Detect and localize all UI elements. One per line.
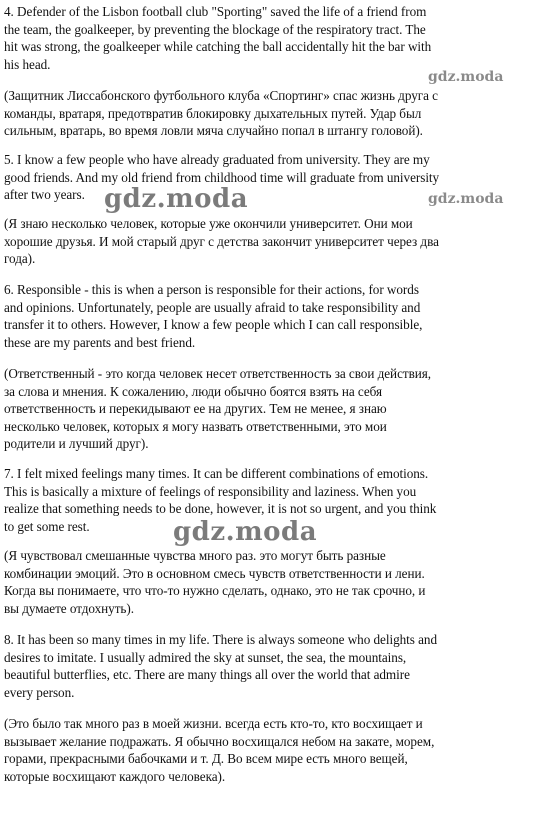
text-line: ответственность и перекидывают ее на других. Тем не менее, я знаю [4, 401, 387, 417]
paragraph-8-russian [4, 715, 532, 785]
text-line: за слова и мнения. К сожалению, люди обычно боятся взять на себя [4, 383, 382, 399]
text-line: (Защитник Лиссабонского футбольного клуба «Спортинг» спас жизнь друга с [4, 88, 438, 103]
text-line: Когда вы понимаете, что что-то нужно сделать, однако, это не так срочно, и [4, 583, 426, 599]
text-line: хорошие друзья. И мой старый друг с детства закончит университет через два [4, 233, 439, 249]
text-line: good friends. And my old friend from childhood time will graduate from university [4, 169, 440, 185]
text-line: his head. [4, 56, 51, 72]
text-line: которые восхищают каждого человека). [4, 768, 226, 784]
text-line: these are my parents and best friend. [4, 334, 196, 350]
text-line: This is basically a mixture of feelings of responsibility and laziness. When you [4, 483, 417, 499]
text-line: realize that something needs to be done, however, it is not so urgent, and you think [4, 501, 437, 517]
watermark: gdz.moda [104, 184, 249, 214]
text-line: (Я чувствовал смешанные чувства много раз. это могут быть разные [4, 548, 386, 563]
paragraph-5-russian [4, 215, 532, 268]
paragraph-4-russian [4, 87, 532, 140]
watermark: gdz.moda [428, 69, 504, 85]
text-line: desires to imitate. I usually admired the sky at sunset, the sea, the mountains, [4, 649, 407, 665]
text-line: after two years. [4, 187, 85, 203]
text-line: 8. It has been so many times in my life. There is always someone who delights and [4, 632, 438, 647]
paragraph-4-english [4, 3, 532, 73]
watermark: gdz.moda [428, 191, 504, 207]
text-line: 5. I know a few people who have already graduated from university. They are my [4, 152, 430, 167]
text-line: to get some rest. [4, 518, 90, 534]
text-line: года). [4, 251, 36, 267]
paragraph-6-russian [4, 365, 532, 453]
text-line: the team, the goalkeeper, by preventing the blockage of the respiratory tract. The [4, 21, 426, 37]
text-line: горами, прекрасными бабочками и т. Д. Во всем мире есть много вещей, [4, 751, 408, 767]
text-line: комбинации эмоций. Это в основном смесь чувств ответственности и лени. [4, 565, 425, 581]
watermark: gdz.moda [173, 517, 318, 547]
text-line: every person. [4, 684, 75, 700]
text-line: сильным, вратарь, во время ловли мяча случайно попал в штангу головой). [4, 123, 423, 139]
text-line: вызывает желание подражать. Я обычно восхищался небом на закате, морем, [4, 733, 435, 749]
text-line: вы думаете отдохнуть). [4, 600, 134, 616]
text-line: (Я знаю несколько человек, которые уже окончили университет. Они мои [4, 216, 413, 231]
text-line: beautiful butterflies, etc. There are many things all over the world that admire [4, 667, 410, 683]
paragraph-7-russian [4, 547, 532, 617]
text-line: transfer it to others. However, I know a few people which I can call responsible, [4, 317, 423, 333]
text-line: and opinions. Unfortunately, people are usually afraid to take responsibility and [4, 299, 421, 315]
text-line: 7. I felt mixed feelings many times. It can be different combinations of emotions. [4, 466, 429, 481]
paragraph-6-english [4, 281, 532, 351]
text-line: 6. Responsible - this is when a person is responsible for their actions, for words [4, 282, 419, 297]
text-line: (Ответственный - это когда человек несет ответственность за свои действия, [4, 366, 432, 381]
text-line: 4. Defender of the Lisbon football club "Sporting" saved the life of a friend from [4, 4, 427, 19]
paragraph-8-english [4, 631, 532, 701]
text-line: родители и лучший друг). [4, 436, 149, 452]
text-line: (Это было так много раз в моей жизни. всегда есть кто-то, кто восхищает и [4, 716, 423, 731]
text-line: команды, вратаря, предотвратив блокировку дыхательных путей. Удар был [4, 105, 422, 121]
text-line: несколько человек, которых я могу назвать ответственными, это мои [4, 418, 387, 434]
text-line: hit was strong, the goalkeeper while catching the ball accidentally hit the bar with [4, 39, 432, 55]
